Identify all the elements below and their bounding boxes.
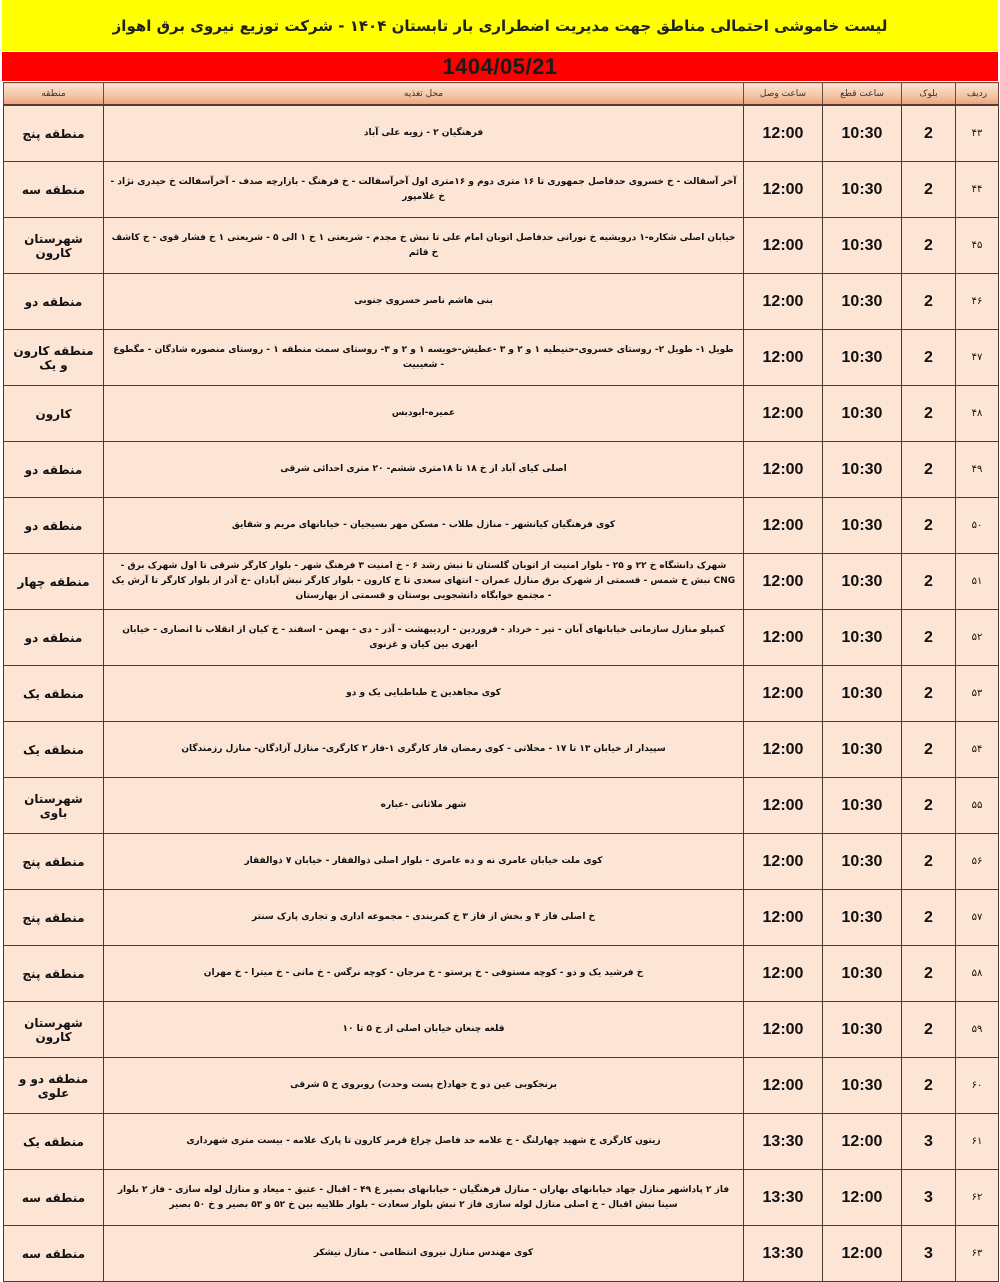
col-header-region: منطقه <box>4 83 104 106</box>
table-row <box>4 162 999 218</box>
table-row <box>4 1170 999 1226</box>
outage-schedule-table <box>3 82 999 1282</box>
table-header-row <box>4 83 999 106</box>
table-row <box>4 386 999 442</box>
feed-location-cell: شهر ملاثانی -عباره <box>104 778 744 834</box>
on-time-cell: 12:00 <box>744 722 823 778</box>
block-number-cell: 2 <box>902 1058 956 1114</box>
row-number-cell: ۴۵ <box>956 218 999 274</box>
table-row <box>4 105 999 162</box>
on-time-cell: 12:00 <box>744 1058 823 1114</box>
on-time-cell: 13:30 <box>744 1114 823 1170</box>
block-number-cell: 2 <box>902 778 956 834</box>
region-cell: منطقه پنج <box>4 946 104 1002</box>
block-number-cell: 2 <box>902 386 956 442</box>
feed-location-cell: خ اصلی فاز ۴ و بخش از فاز ۳ خ کمربندی - مجموعه اداری و تجاری پارک سنتر <box>104 890 744 946</box>
feed-location-cell: شهرک دانشگاه خ ۲۲ و ۲۵ - بلوار امنیت از اتوبان گلستان تا نبش رشد ۶ - خ امنیت ۳ فرهنگ شهر - بلوار کارگر شرقی تا اول شهرک برق - CNG نبش خ شمس - قسمتی از شهرک برق منازل عمران - انتهای سعدی تا خ کارون - بلوار کارگر نبش آبادان -خ آذر از بلوار کارگر تا آرش یک - مجتمع خوابگاه دانشجویی بوستان و قسمتی از بهارستان <box>104 554 744 610</box>
off-time-cell: 10:30 <box>823 554 902 610</box>
table-row <box>4 890 999 946</box>
table-row <box>4 442 999 498</box>
block-number-cell: 2 <box>902 834 956 890</box>
feed-location-cell: زیتون کارگری خ شهید چهارلنگ - خ علامه حد فاصل چراغ قرمز کارون تا پارک علامه - بیست متری شهرداری <box>104 1114 744 1170</box>
region-cell: منطقه پنج <box>4 834 104 890</box>
feed-location-cell: قلعه چنعان خیابان اصلی از خ ۵ تا ۱۰ <box>104 1002 744 1058</box>
feed-location-cell: برنجکوبی عین دو خ جهاد(خ پست وحدت) روبروی خ ۵ شرقی <box>104 1058 744 1114</box>
table-row <box>4 330 999 386</box>
row-number-cell: ۵۰ <box>956 498 999 554</box>
row-number-cell: ۵۸ <box>956 946 999 1002</box>
block-number-cell: 2 <box>902 666 956 722</box>
row-number-cell: ۵۹ <box>956 1002 999 1058</box>
region-cell: منطقه سه <box>4 1170 104 1226</box>
row-number-cell: ۵۵ <box>956 778 999 834</box>
table-row <box>4 1114 999 1170</box>
table-row <box>4 1058 999 1114</box>
block-number-cell: 2 <box>902 554 956 610</box>
off-time-cell: 10:30 <box>823 834 902 890</box>
on-time-cell: 12:00 <box>744 442 823 498</box>
region-cell: شهرستان کارون <box>4 1002 104 1058</box>
on-time-cell: 12:00 <box>744 498 823 554</box>
off-time-cell: 10:30 <box>823 778 902 834</box>
col-header-block: بلوک <box>902 83 956 106</box>
table-row <box>4 274 999 330</box>
off-time-cell: 10:30 <box>823 218 902 274</box>
block-number-cell: 2 <box>902 274 956 330</box>
page-title: لیست خاموشی احتمالی مناطق جهت مدیریت اضطراری بار تابستان ۱۴۰۴ - شرکت توزیع نیروی برق اهواز <box>112 16 888 35</box>
on-time-cell: 12:00 <box>744 946 823 1002</box>
table-row <box>4 946 999 1002</box>
off-time-cell: 10:30 <box>823 498 902 554</box>
table-row <box>4 1226 999 1282</box>
on-time-cell: 12:00 <box>744 890 823 946</box>
feed-location-cell: اصلی کیای آباد از خ ۱۸ تا ۱۸متری ششم- ۲۰ متری احدائی شرقی <box>104 442 744 498</box>
feed-location-cell: کوی مجاهدین خ طباطبایی یک و دو <box>104 666 744 722</box>
table-row <box>4 218 999 274</box>
on-time-cell: 12:00 <box>744 554 823 610</box>
table-row <box>4 722 999 778</box>
row-number-cell: ۶۳ <box>956 1226 999 1282</box>
block-number-cell: 2 <box>902 442 956 498</box>
feed-location-cell: عمیره-ابودبس <box>104 386 744 442</box>
feed-location-cell: کوی ملت خیابان عامری نه و ده عامری - بلوار اصلی ذوالفقار - خیابان ۷ ذوالفقار <box>104 834 744 890</box>
table-row <box>4 554 999 610</box>
block-number-cell: 3 <box>902 1114 956 1170</box>
on-time-cell: 13:30 <box>744 1226 823 1282</box>
schedule-date: 1404/05/21 <box>442 53 558 79</box>
row-number-cell: ۵۲ <box>956 610 999 666</box>
row-number-cell: ۶۱ <box>956 1114 999 1170</box>
block-number-cell: 2 <box>902 330 956 386</box>
region-cell: منطقه دو <box>4 274 104 330</box>
row-number-cell: ۶۰ <box>956 1058 999 1114</box>
off-time-cell: 10:30 <box>823 722 902 778</box>
off-time-cell: 10:30 <box>823 274 902 330</box>
feed-location-cell: فرهنگیان ۲ - زویه علی آباد <box>104 105 744 162</box>
block-number-cell: 2 <box>902 162 956 218</box>
region-cell: شهرستان کارون <box>4 218 104 274</box>
off-time-cell: 10:30 <box>823 162 902 218</box>
region-cell: منطقه چهار <box>4 554 104 610</box>
on-time-cell: 13:30 <box>744 1170 823 1226</box>
block-number-cell: 2 <box>902 105 956 162</box>
block-number-cell: 2 <box>902 890 956 946</box>
feed-location-cell: سپیدار از خیابان ۱۳ تا ۱۷ - محلاتی - کوی رمضان فاز کارگری ۱-فاز ۲ کارگری- منازل آزادگان- منازل رزمندگان <box>104 722 744 778</box>
block-number-cell: 2 <box>902 498 956 554</box>
region-cell: منطقه یک <box>4 722 104 778</box>
row-number-cell: ۵۴ <box>956 722 999 778</box>
date-banner <box>2 52 998 81</box>
off-time-cell: 10:30 <box>823 386 902 442</box>
on-time-cell: 12:00 <box>744 778 823 834</box>
col-header-row-number: ردیف <box>956 83 999 106</box>
col-header-on-time: ساعت وصل <box>744 83 823 106</box>
on-time-cell: 12:00 <box>744 330 823 386</box>
off-time-cell: 10:30 <box>823 946 902 1002</box>
row-number-cell: ۴۸ <box>956 386 999 442</box>
block-number-cell: 2 <box>902 610 956 666</box>
feed-location-cell: فاز ۲ پاداشهر منازل جهاد خیابانهای بهاران - منازل فرهنگیان - خیابانهای بصیر غ ۴۹ - اقبال - عتیق - میعاد و منازل لوله سازی - فاز ۲ بلوار سینا نبش اقبال - خ اصلی منازل لوله سازی فاز ۲ نبش بلوار سعادت - بلوار طلاییه بین خ ۵۲ و ۵۳ بصیر و خ ۵۰ بصیر <box>104 1170 744 1226</box>
off-time-cell: 10:30 <box>823 610 902 666</box>
off-time-cell: 12:00 <box>823 1114 902 1170</box>
row-number-cell: ۴۷ <box>956 330 999 386</box>
col-header-feed-location: محل تغذیه <box>104 83 744 106</box>
table-row <box>4 498 999 554</box>
off-time-cell: 10:30 <box>823 330 902 386</box>
off-time-cell: 10:30 <box>823 1058 902 1114</box>
feed-location-cell: طویل ۱- طویل ۲- روستای خسروی-حنیطیه ۱ و ۲ و ۳ -عطیش-خویسه ۱ و ۲ و ۳- روستای سمت منطقه ۱ - روستای منصوره شادگان - مگطوع - شعیبیت <box>104 330 744 386</box>
feed-location-cell: کمپلو منازل سازمانی خیابانهای آبان - تیر - خرداد - فروردین - اردیبهشت - آذر - دی - بهمن - اسفند - خ کیان از انقلاب تا انصاری - خیابان ابهری بین کیان و غزنوی <box>104 610 744 666</box>
block-number-cell: 3 <box>902 1170 956 1226</box>
on-time-cell: 12:00 <box>744 666 823 722</box>
off-time-cell: 12:00 <box>823 1170 902 1226</box>
on-time-cell: 12:00 <box>744 105 823 162</box>
region-cell: منطقه یک <box>4 1114 104 1170</box>
on-time-cell: 12:00 <box>744 834 823 890</box>
on-time-cell: 12:00 <box>744 1002 823 1058</box>
off-time-cell: 10:30 <box>823 666 902 722</box>
block-number-cell: 2 <box>902 946 956 1002</box>
on-time-cell: 12:00 <box>744 274 823 330</box>
region-cell: منطقه پنج <box>4 105 104 162</box>
table-row <box>4 610 999 666</box>
region-cell: منطقه سه <box>4 162 104 218</box>
table-row <box>4 834 999 890</box>
row-number-cell: ۴۹ <box>956 442 999 498</box>
col-header-off-time: ساعت قطع <box>823 83 902 106</box>
region-cell: شهرستان باوی <box>4 778 104 834</box>
block-number-cell: 2 <box>902 722 956 778</box>
title-banner <box>2 0 998 51</box>
on-time-cell: 12:00 <box>744 386 823 442</box>
region-cell: منطقه دو و علوی <box>4 1058 104 1114</box>
row-number-cell: ۶۲ <box>956 1170 999 1226</box>
off-time-cell: 10:30 <box>823 890 902 946</box>
on-time-cell: 12:00 <box>744 218 823 274</box>
region-cell: منطقه دو <box>4 610 104 666</box>
off-time-cell: 10:30 <box>823 442 902 498</box>
region-cell: منطقه دو <box>4 442 104 498</box>
feed-location-cell: آخر آسفالت - خ خسروی حدفاصل جمهوری تا ۱۶ متری دوم و ۱۶متری اول آخرآسفالت - خ فرهنگ - بازارچه صدف - آخرآسفالت خ حیدری نژاد - خ غلامپور <box>104 162 744 218</box>
region-cell: منطقه پنج <box>4 890 104 946</box>
region-cell: منطقه یک <box>4 666 104 722</box>
block-number-cell: 2 <box>902 218 956 274</box>
off-time-cell: 12:00 <box>823 1226 902 1282</box>
off-time-cell: 10:30 <box>823 105 902 162</box>
region-cell: منطقه سه <box>4 1226 104 1282</box>
on-time-cell: 12:00 <box>744 610 823 666</box>
on-time-cell: 12:00 <box>744 162 823 218</box>
row-number-cell: ۵۱ <box>956 554 999 610</box>
row-number-cell: ۴۳ <box>956 105 999 162</box>
row-number-cell: ۴۴ <box>956 162 999 218</box>
off-time-cell: 10:30 <box>823 1002 902 1058</box>
table-row <box>4 778 999 834</box>
feed-location-cell: کوی فرهنگیان کیانشهر - منازل طلاب - مسکن مهر بسیجیان - خیابانهای مریم و شقایق <box>104 498 744 554</box>
block-number-cell: 2 <box>902 1002 956 1058</box>
feed-location-cell: بنی هاشم ناصر خسروی جنوبی <box>104 274 744 330</box>
region-cell: کارون <box>4 386 104 442</box>
table-row <box>4 1002 999 1058</box>
block-number-cell: 3 <box>902 1226 956 1282</box>
row-number-cell: ۵۶ <box>956 834 999 890</box>
table-row <box>4 666 999 722</box>
feed-location-cell: خ فرشید یک و دو - کوچه مستوفی - خ پرستو - خ مرجان - کوچه نرگس - خ مانی - خ میترا - خ مهران <box>104 946 744 1002</box>
region-cell: منطقه دو <box>4 498 104 554</box>
row-number-cell: ۵۷ <box>956 890 999 946</box>
row-number-cell: ۴۶ <box>956 274 999 330</box>
feed-location-cell: خیابان اصلی شکاره-۱ درویشیه خ نورانی حدفاصل اتوبان امام علی تا نبش خ مجدم - شریعتی ۱ خ ۱ الی ۵ - شریعتی ۱ خ فشار قوی - خ کاشف خ قائم <box>104 218 744 274</box>
region-cell: منطقه کارون و یک <box>4 330 104 386</box>
row-number-cell: ۵۳ <box>956 666 999 722</box>
feed-location-cell: کوی مهندس منازل نیروی انتظامی - منازل نیشکر <box>104 1226 744 1282</box>
